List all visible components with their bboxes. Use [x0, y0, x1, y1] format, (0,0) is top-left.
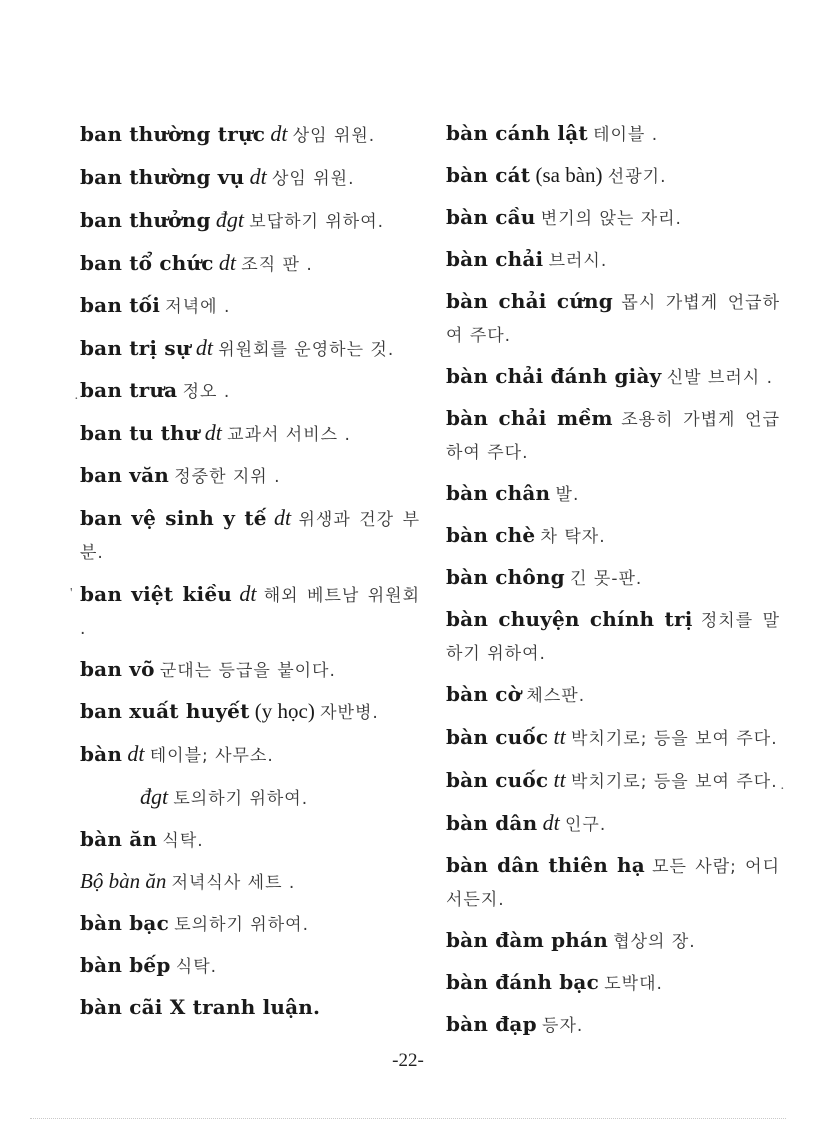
dictionary-entry: [446, 160, 780, 193]
entry-headword: bàn cờ: [446, 682, 522, 706]
entry-translation: 발.: [555, 485, 580, 505]
entry-translation: 보답하기 위하여.: [249, 212, 385, 232]
scan-mark-tick: ': [70, 586, 73, 601]
dictionary-entry: [80, 247, 420, 281]
entry-headword: bàn chông: [446, 565, 565, 589]
dictionary-entry: [80, 118, 420, 152]
entry-note: (sa bàn): [535, 163, 603, 187]
entry-translation: 상임 위원.: [292, 126, 376, 146]
entry-headword: ban vệ sinh y tế: [80, 506, 267, 530]
entry-part-of-speech: dt: [249, 164, 267, 189]
dictionary-entry: [446, 478, 780, 511]
dictionary-entry: [80, 417, 420, 451]
entry-headword: ban thưởng: [80, 208, 211, 232]
entry-translation: 정치를 말하기 위하여.: [446, 611, 781, 664]
dictionary-entry: [80, 578, 420, 645]
entry-part-of-speech: đgt: [140, 784, 169, 809]
entry-headword: ban trưa: [80, 378, 178, 402]
entry-part-of-speech: tt: [553, 767, 566, 792]
entry-headword: bàn đàm phán: [446, 928, 608, 952]
entry-translation: 박치기로; 등을 보여 주다.: [571, 772, 778, 792]
scan-mark-dot-right: ·: [780, 782, 785, 797]
entry-headword: bàn bạc: [80, 911, 169, 935]
entry-headword: bàn cầu: [446, 205, 536, 229]
entry-translation: 테이블 .: [593, 125, 659, 145]
page-number: -22-: [392, 1050, 424, 1071]
dictionary-entry: [80, 781, 420, 815]
entry-headword: ban thường trực: [80, 122, 266, 146]
entry-part-of-speech: tt: [553, 724, 566, 749]
dictionary-entry: [80, 502, 420, 569]
entry-part-of-speech: dt: [218, 250, 237, 275]
dictionary-entry: [446, 361, 780, 394]
dictionary-entry: [446, 967, 780, 1000]
entry-headword: bàn cánh lật: [446, 121, 588, 145]
entry-translation: 교과서 서비스 .: [227, 425, 351, 445]
entry-translation: 식탁.: [175, 957, 218, 977]
entry-headword: bàn chè: [446, 523, 536, 547]
dictionary-entry: [80, 824, 420, 857]
entry-headword: bàn chải cứng: [446, 289, 613, 313]
dictionary-entry: [446, 202, 780, 235]
entry-translation: 위생과 건강 부분.: [80, 510, 420, 563]
dictionary-entry: [446, 520, 780, 553]
bottom-rule: [30, 1118, 786, 1119]
entry-headword: ban tối: [80, 293, 161, 317]
dictionary-entry: [80, 204, 420, 238]
dictionary-entry: [446, 244, 780, 277]
dictionary-entry: [446, 679, 780, 712]
dictionary-entry: [80, 950, 420, 983]
dictionary-entry: [446, 118, 780, 151]
scan-mark-dot: ·: [74, 392, 79, 407]
entry-translation: 변기의 앉는 자리.: [540, 209, 682, 229]
entry-part-of-speech: đgt: [215, 207, 245, 232]
entry-translation: 테이블; 사무소.: [149, 746, 274, 766]
entry-translation: 정중한 지위 .: [174, 467, 281, 487]
entry-part-of-speech: dt: [204, 420, 222, 445]
entry-translation: 신발 브러시 .: [666, 368, 774, 388]
entry-translation: 조용히 가볍게 언급하여 주다.: [446, 410, 781, 463]
entry-translation: 조직 판 .: [241, 255, 313, 275]
entry-translation: 도박대.: [604, 974, 663, 994]
entry-headword: ban việt kiều: [80, 582, 233, 606]
entry-translation: 토의하기 위하여.: [173, 789, 309, 809]
entry-translation: 차 탁자.: [540, 527, 606, 547]
dictionary-entry: [80, 866, 420, 899]
entry-headword: ban tổ chức: [80, 251, 214, 275]
dictionary-entry: [80, 908, 420, 941]
entry-part-of-speech: dt: [239, 581, 257, 606]
dictionary-entry: [80, 738, 420, 772]
entry-example: Bộ bàn ăn: [80, 869, 167, 893]
entry-headword: bàn: [80, 742, 123, 766]
entry-translation: 자반병.: [320, 703, 379, 723]
left-column: [80, 118, 420, 1032]
entry-translation: 군대는 등급을 붙이다.: [159, 661, 336, 681]
dictionary-entry: [446, 604, 780, 670]
entry-translation: 등자.: [542, 1016, 584, 1036]
dictionary-entry: [446, 764, 780, 798]
dictionary-entry: [446, 403, 780, 469]
entry-headword: bàn chải đánh giày: [446, 364, 662, 388]
entry-headword: bàn cuốc: [446, 768, 549, 792]
dictionary-entry: [80, 696, 420, 729]
entry-translation: 상임 위원.: [271, 169, 355, 189]
entry-part-of-speech: dt: [274, 505, 292, 530]
entry-headword: bàn đạp: [446, 1012, 537, 1036]
entry-headword: ban trị sự: [80, 336, 191, 360]
entry-headword: bàn dân thiên hạ: [446, 853, 645, 877]
dictionary-entry: [446, 562, 780, 595]
entry-headword: ban xuất huyết: [80, 699, 250, 723]
entry-headword: bàn chải mềm: [446, 406, 613, 430]
entry-translation: 체스판.: [526, 686, 586, 706]
entry-translation: 긴 못-판.: [570, 569, 643, 589]
dictionary-entry: [446, 286, 780, 352]
entry-headword: ban thường vụ: [80, 165, 245, 189]
dictionary-entry: [80, 290, 420, 323]
entry-translation: 정오 .: [182, 382, 231, 402]
entry-headword: bàn cuốc: [446, 725, 549, 749]
entry-translation: 저녁식사 세트 .: [171, 873, 296, 893]
entry-translation: 브러시.: [548, 251, 608, 271]
entry-part-of-speech: dt: [542, 810, 560, 835]
entry-translation: 식탁.: [162, 831, 204, 851]
entry-translation: 협상의 장.: [613, 932, 696, 952]
entry-part-of-speech: dt: [270, 121, 288, 146]
entry-note: (y học): [254, 699, 315, 723]
entry-headword: bàn chuyện chính trị: [446, 607, 693, 631]
entry-translation: 선광기.: [607, 167, 667, 187]
entry-translation: 박치기로; 등을 보여 주다.: [571, 729, 778, 749]
entry-headword: bàn chân: [446, 481, 551, 505]
dictionary-entry: [446, 925, 780, 958]
entry-part-of-speech: dt: [195, 335, 213, 360]
entry-headword: ban văn: [80, 463, 169, 487]
dictionary-entry: [80, 460, 420, 493]
entry-headword: bàn đánh bạc: [446, 970, 599, 994]
entry-headword: ban võ: [80, 657, 155, 681]
entry-headword: ban tu thư: [80, 421, 200, 445]
entry-headword: bàn dân: [446, 811, 538, 835]
entry-translation: 저녁에 .: [165, 297, 231, 317]
dictionary-entry: [446, 1009, 780, 1042]
dictionary-entry: [80, 332, 420, 366]
entry-part-of-speech: dt: [127, 741, 145, 766]
entry-translation: 토의하기 위하여.: [174, 915, 309, 935]
dictionary-entry: [80, 992, 420, 1023]
dictionary-entry: [446, 850, 780, 916]
entry-headword: bàn ăn: [80, 827, 158, 851]
entry-headword: bàn chải: [446, 247, 544, 271]
dictionary-entry: [80, 375, 420, 408]
dictionary-entry: [446, 807, 780, 841]
dictionary-entry: [80, 161, 420, 195]
entry-headword: bàn cát: [446, 163, 531, 187]
entry-translation: 몹시 가볍게 언급하여 주다.: [446, 293, 781, 346]
entry-headword: bàn cãi X tranh luận.: [80, 995, 321, 1019]
right-column: [446, 118, 780, 1051]
entry-headword: bàn bếp: [80, 953, 171, 977]
dictionary-entry: [80, 654, 420, 687]
entry-translation: 위원회를 운영하는 것.: [218, 340, 395, 360]
entry-translation: 모든 사람; 어디서든지.: [446, 857, 780, 910]
entry-translation: 인구.: [564, 815, 607, 835]
entry-translation: 해외 베트남 위원회 .: [80, 586, 421, 639]
dictionary-entry: [446, 721, 780, 755]
